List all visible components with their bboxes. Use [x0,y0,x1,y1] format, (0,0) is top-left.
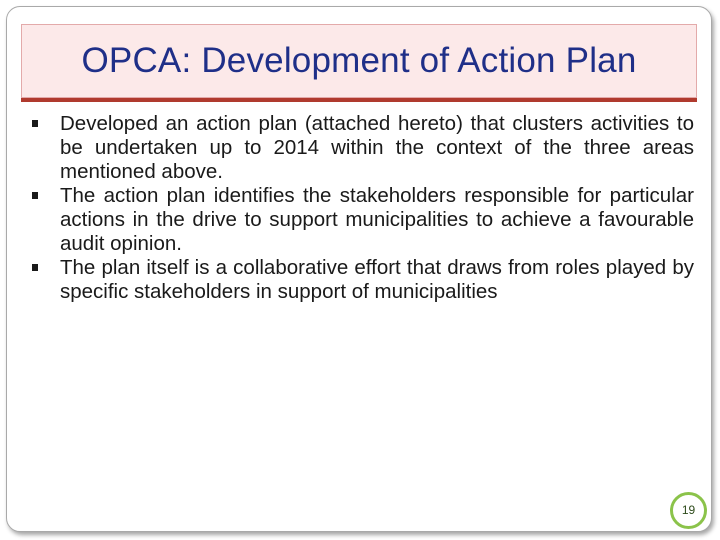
bullet-item [24,112,694,184]
title-bar [21,24,697,98]
bullet-text: The action plan identifies the stakeholders responsible for particular actions in the drive to support municipalities to achieve a favourable audit opinion. [60,184,694,255]
bullet-list [24,112,694,304]
page-number-badge: 19 [670,492,707,529]
square-bullet-icon [32,120,38,127]
bullet-text: Developed an action plan (attached hereto) that clusters activities to be undertaken up to 2014 within the context of the three areas mentioned above. [60,112,694,183]
bullet-text: The plan itself is a collaborative effort that draws from roles played by specific stakeholders in support of municipalities [60,256,694,303]
bullet-item [24,256,694,304]
bullet-item [24,184,694,256]
square-bullet-icon [32,192,38,199]
square-bullet-icon [32,264,38,271]
slide-title: OPCA: Development of Action Plan [81,41,637,80]
